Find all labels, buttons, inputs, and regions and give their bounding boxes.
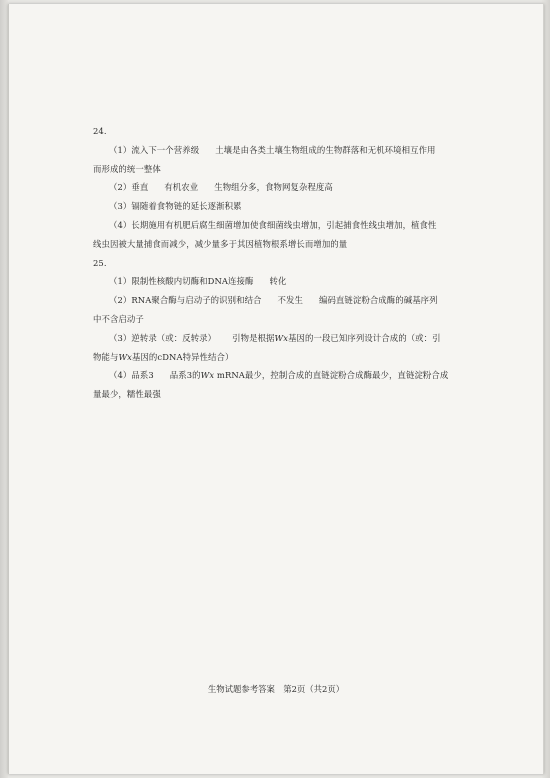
answer-sheet-page — [8, 4, 544, 774]
q25-a2-answer3: 编码直链淀粉合成酶的碱基序列 — [318, 295, 438, 306]
q24-a1-label: （1）流入下一个营养级 — [109, 144, 200, 155]
q25-a3-answer2-pre: 引物是根据 — [232, 332, 275, 343]
q24-answer-1-cont: 而形成的统一整体 — [93, 163, 161, 174]
q24-a2-answer3: 生物组分多，食物网复杂程度高 — [214, 182, 333, 193]
q25-answer-4 — [93, 366, 489, 385]
q25-number: 25. — [93, 257, 107, 268]
q25-a3-answer2-post: 基因的一段已知序列设计合成的（或：引 — [288, 332, 441, 343]
q25-answer-2 — [93, 291, 489, 310]
answer-content — [93, 122, 489, 404]
q24-number: 24. — [93, 126, 107, 136]
q24-a1-answer2: 土壤是由各类土壤生物组成的生物群落和无机环境相互作用 — [215, 144, 436, 155]
q25-a3-cont-gene: Wx — [118, 351, 132, 362]
q24-answer-3: （3）镉随着食物链的延长逐渐积累 — [109, 201, 242, 212]
q24-answer-2 — [93, 178, 489, 197]
page-footer: 生物试题参考答案 第2页（共2页） — [207, 684, 345, 694]
q25-answer-3 — [93, 329, 489, 348]
q25-answer-1 — [93, 272, 489, 291]
q25-answer-2-cont: 中不含启动子 — [93, 313, 144, 324]
q24-answer-1 — [93, 141, 489, 160]
q24-a2-label: （2）垂直 — [109, 182, 149, 193]
q25-answer-3-cont — [93, 348, 489, 367]
q25-a4-gene: Wx — [200, 370, 215, 381]
q25-a3-label: （3）逆转录（或：反转录） — [109, 332, 217, 343]
q24-a2-answer2: 有机农业 — [164, 182, 199, 193]
q25-a1-label: （1）限制性核酸内切酶和DNA连接酶 — [109, 276, 254, 287]
q25-a3-cont-pre: 物能与 — [93, 351, 119, 362]
q25-a3-gene: Wx — [274, 332, 289, 343]
q25-a2-label: （2）RNA聚合酶与启动子的识别和结合 — [109, 295, 262, 306]
q25-a4-label: （4）品系3 — [109, 370, 154, 381]
q25-a1-answer2: 转化 — [269, 276, 287, 287]
scan-edge-left — [0, 0, 8, 778]
q25-answer-4-cont: 量最少，糯性最强 — [93, 389, 161, 400]
q24-answer-4-cont: 线虫因被大量捕食而减少，减少量多于其因植物根系增长而增加的量 — [93, 238, 348, 249]
q25-a4-answer2-pre: 品系3的 — [169, 370, 201, 381]
q25-a2-answer2: 不发生 — [277, 295, 303, 306]
q25-a4-answer2-post: mRNA最少，控制合成的直链淀粉合成酶最少，直链淀粉合成 — [214, 370, 449, 381]
q25-a3-cont-post: 基因的cDNA特异性结合） — [131, 351, 234, 362]
q24-answer-4: （4）长期施用有机肥后腐生细菌增加使食细菌线虫增加，引起捕食性线虫增加，植食性 — [109, 219, 437, 230]
